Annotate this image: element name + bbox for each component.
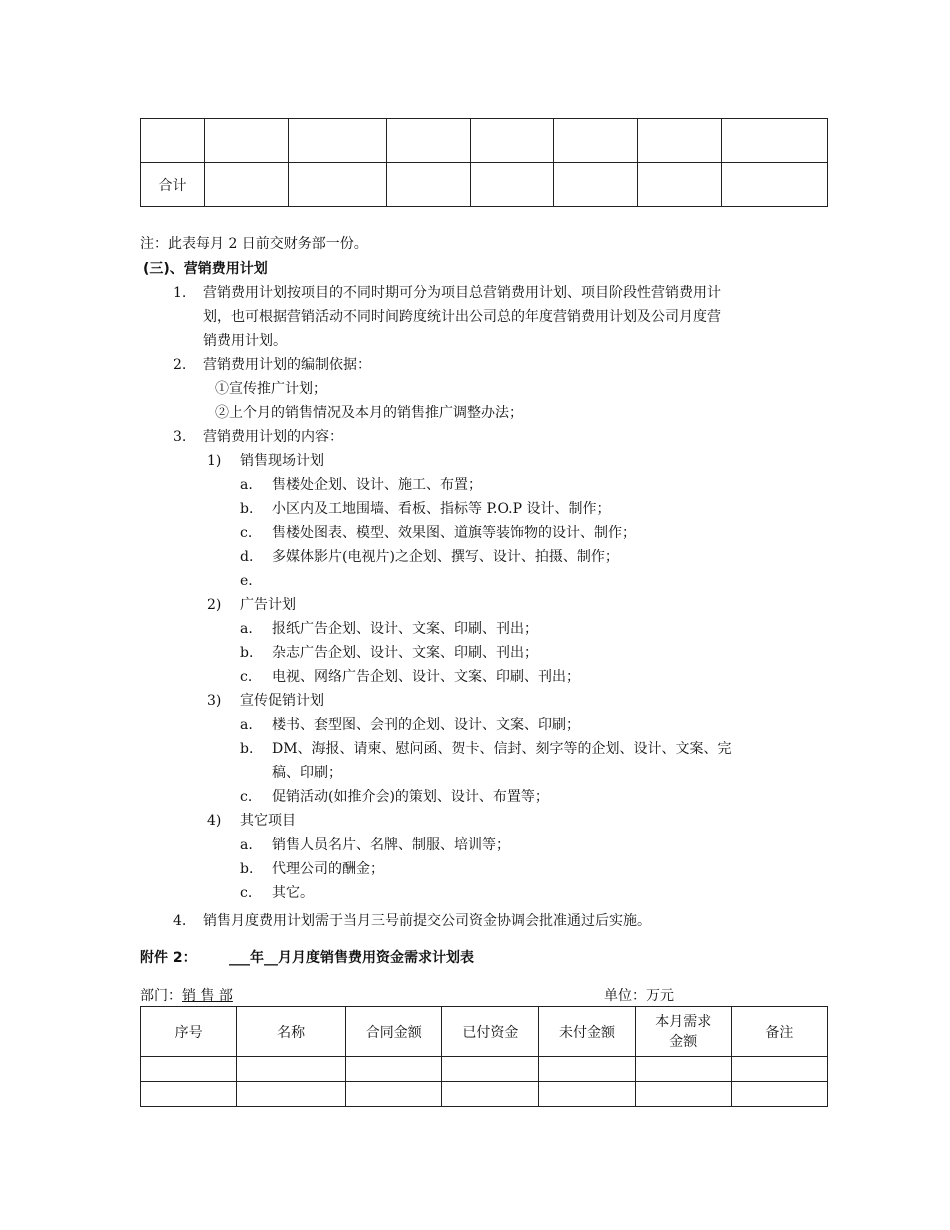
dept-value: 销 售 部 [182, 988, 233, 1004]
table-cell [635, 1082, 731, 1107]
top-table [140, 118, 828, 207]
item1-line-3: 销费用计划。 [203, 333, 287, 349]
header-cell: 未付金额 [539, 1007, 635, 1057]
item-number: 1. [173, 285, 187, 301]
table-cell [638, 163, 722, 207]
table-cell [635, 1057, 731, 1082]
total-label: 合计 [141, 163, 205, 207]
table-row [141, 119, 828, 163]
attachment-label: 附件 2： [140, 950, 197, 966]
sub-item: DM、海报、请柬、慰问函、贺卡、信封、刻字等的企划、设计、文案、完 [272, 741, 732, 757]
table-cell [731, 1082, 827, 1107]
table-cell [386, 119, 470, 163]
header-line: 金额 [669, 1033, 698, 1050]
group-title: 销售现场计划 [240, 453, 324, 469]
header-cell [635, 1007, 731, 1057]
header-cell: 序号 [141, 1007, 237, 1057]
table-cell [237, 1082, 346, 1107]
sub-item: 电视、网络广告企划、设计、文案、印刷、刊出； [272, 669, 580, 685]
sub-item: 售楼处图表、模型、效果图、道旗等装饰物的设计、制作； [272, 525, 636, 541]
item1-line-1: 营销费用计划按项目的不同时期可分为项目总营销费用计划、项目阶段性营销费用计 [203, 285, 721, 301]
sub-item: 小区内及工地围墙、看板、指标等 P.O.P 设计、制作； [272, 501, 611, 517]
header-row [141, 1007, 828, 1057]
item2-text: 营销费用计划的编制依据： [203, 357, 371, 373]
sub-letter: b. [240, 501, 254, 517]
table-cell [141, 1057, 237, 1082]
sub-item-continuation: 稿、印刷； [272, 765, 342, 781]
sub-letter: c. [240, 525, 253, 541]
table-cell [442, 1057, 539, 1082]
table-cell [470, 119, 554, 163]
item-number: 4. [173, 913, 187, 929]
month-blank: __ [264, 950, 278, 966]
sub-letter: a. [240, 717, 253, 733]
table-cell [141, 1082, 237, 1107]
sub-item: 代理公司的酬金； [272, 861, 384, 877]
item1-line-2: 划，也可根据营销活动不同时间跨度统计出公司总的年度营销费用计划及公司月度营 [203, 309, 721, 325]
group-number: 2) [207, 597, 222, 613]
sub-letter: b. [240, 741, 254, 757]
table-row [141, 163, 828, 207]
sub-item: 杂志广告企划、设计、文案、印刷、刊出； [272, 645, 538, 661]
group-title: 宣传促销计划 [240, 693, 324, 709]
header-cell: 已付资金 [442, 1007, 539, 1057]
table-cell [237, 1057, 346, 1082]
section-heading: (三)、营销费用计划 [143, 261, 268, 277]
table-cell [346, 1057, 442, 1082]
fund-plan-table [140, 1006, 828, 1107]
sub-letter: c. [240, 669, 253, 685]
table-cell [554, 163, 638, 207]
item-number: 3. [173, 429, 187, 445]
header-cell: 合同金额 [346, 1007, 442, 1057]
table-cell [204, 163, 288, 207]
sub-item: 售楼处企划、设计、施工、布置； [272, 477, 482, 493]
table-cell [539, 1082, 635, 1107]
sub-item: 促销活动(如推介会)的策划、设计、布置等； [272, 789, 549, 805]
header-cell: 备注 [731, 1007, 827, 1057]
title-text: 月月度销售费用资金需求计划表 [278, 950, 474, 966]
sub-item: 报纸广告企划、设计、文案、印刷、刊出； [272, 621, 538, 637]
sub-letter: a. [240, 837, 253, 853]
table-cell [288, 119, 386, 163]
header-cell: 名称 [237, 1007, 346, 1057]
table-row [141, 1057, 828, 1082]
sub-letter: b. [240, 645, 254, 661]
sub-letter: c. [240, 789, 253, 805]
year-label: 年 [250, 950, 264, 966]
sub-item: 多媒体影片(电视片)之企划、撰写、设计、拍摄、制作； [272, 549, 619, 565]
basis-item: ②上个月的销售情况及本月的销售推广调整办法； [215, 405, 523, 421]
year-blank: ___ [229, 950, 250, 966]
header-line: 本月需求 [655, 1013, 712, 1030]
sub-letter: e. [240, 573, 253, 589]
table-cell [386, 163, 470, 207]
group-number: 1) [207, 453, 222, 469]
dept-line [140, 984, 233, 1008]
group-number: 4) [207, 813, 222, 829]
table-cell [731, 1057, 827, 1082]
unit-label: 单位：万元 [604, 988, 674, 1004]
sub-item: 其它。 [272, 885, 314, 901]
table-cell [442, 1082, 539, 1107]
dept-label: 部门： [140, 988, 182, 1004]
table-cell [346, 1082, 442, 1107]
basis-item: ①宣传推广计划； [215, 381, 327, 397]
group-title: 其它项目 [240, 813, 296, 829]
table-cell [554, 119, 638, 163]
item3-text: 营销费用计划的内容： [203, 429, 343, 445]
item-number: 2. [173, 357, 187, 373]
table-cell [204, 119, 288, 163]
sub-item: 销售人员名片、名牌、制服、培训等； [272, 837, 510, 853]
table-cell [722, 119, 828, 163]
sub-item: 楼书、套型图、会刊的企划、设计、文案、印刷； [272, 717, 580, 733]
sub-letter: a. [240, 621, 253, 637]
sub-letter: a. [240, 477, 253, 493]
table-cell [638, 119, 722, 163]
group-number: 3) [207, 693, 222, 709]
table-row [141, 1082, 828, 1107]
table-cell [722, 163, 828, 207]
table-cell [288, 163, 386, 207]
group-title: 广告计划 [240, 597, 296, 613]
table-cell [539, 1057, 635, 1082]
table-cell [470, 163, 554, 207]
table-note: 注：此表每月 2 日前交财务部一份。 [140, 236, 368, 252]
item4-text: 销售月度费用计划需于当月三号前提交公司资金协调会批准通过后实施。 [203, 913, 651, 929]
table-cell [141, 119, 205, 163]
sub-letter: d. [240, 549, 254, 565]
sub-letter: b. [240, 861, 254, 877]
attachment-title [229, 946, 474, 970]
sub-letter: c. [240, 885, 253, 901]
